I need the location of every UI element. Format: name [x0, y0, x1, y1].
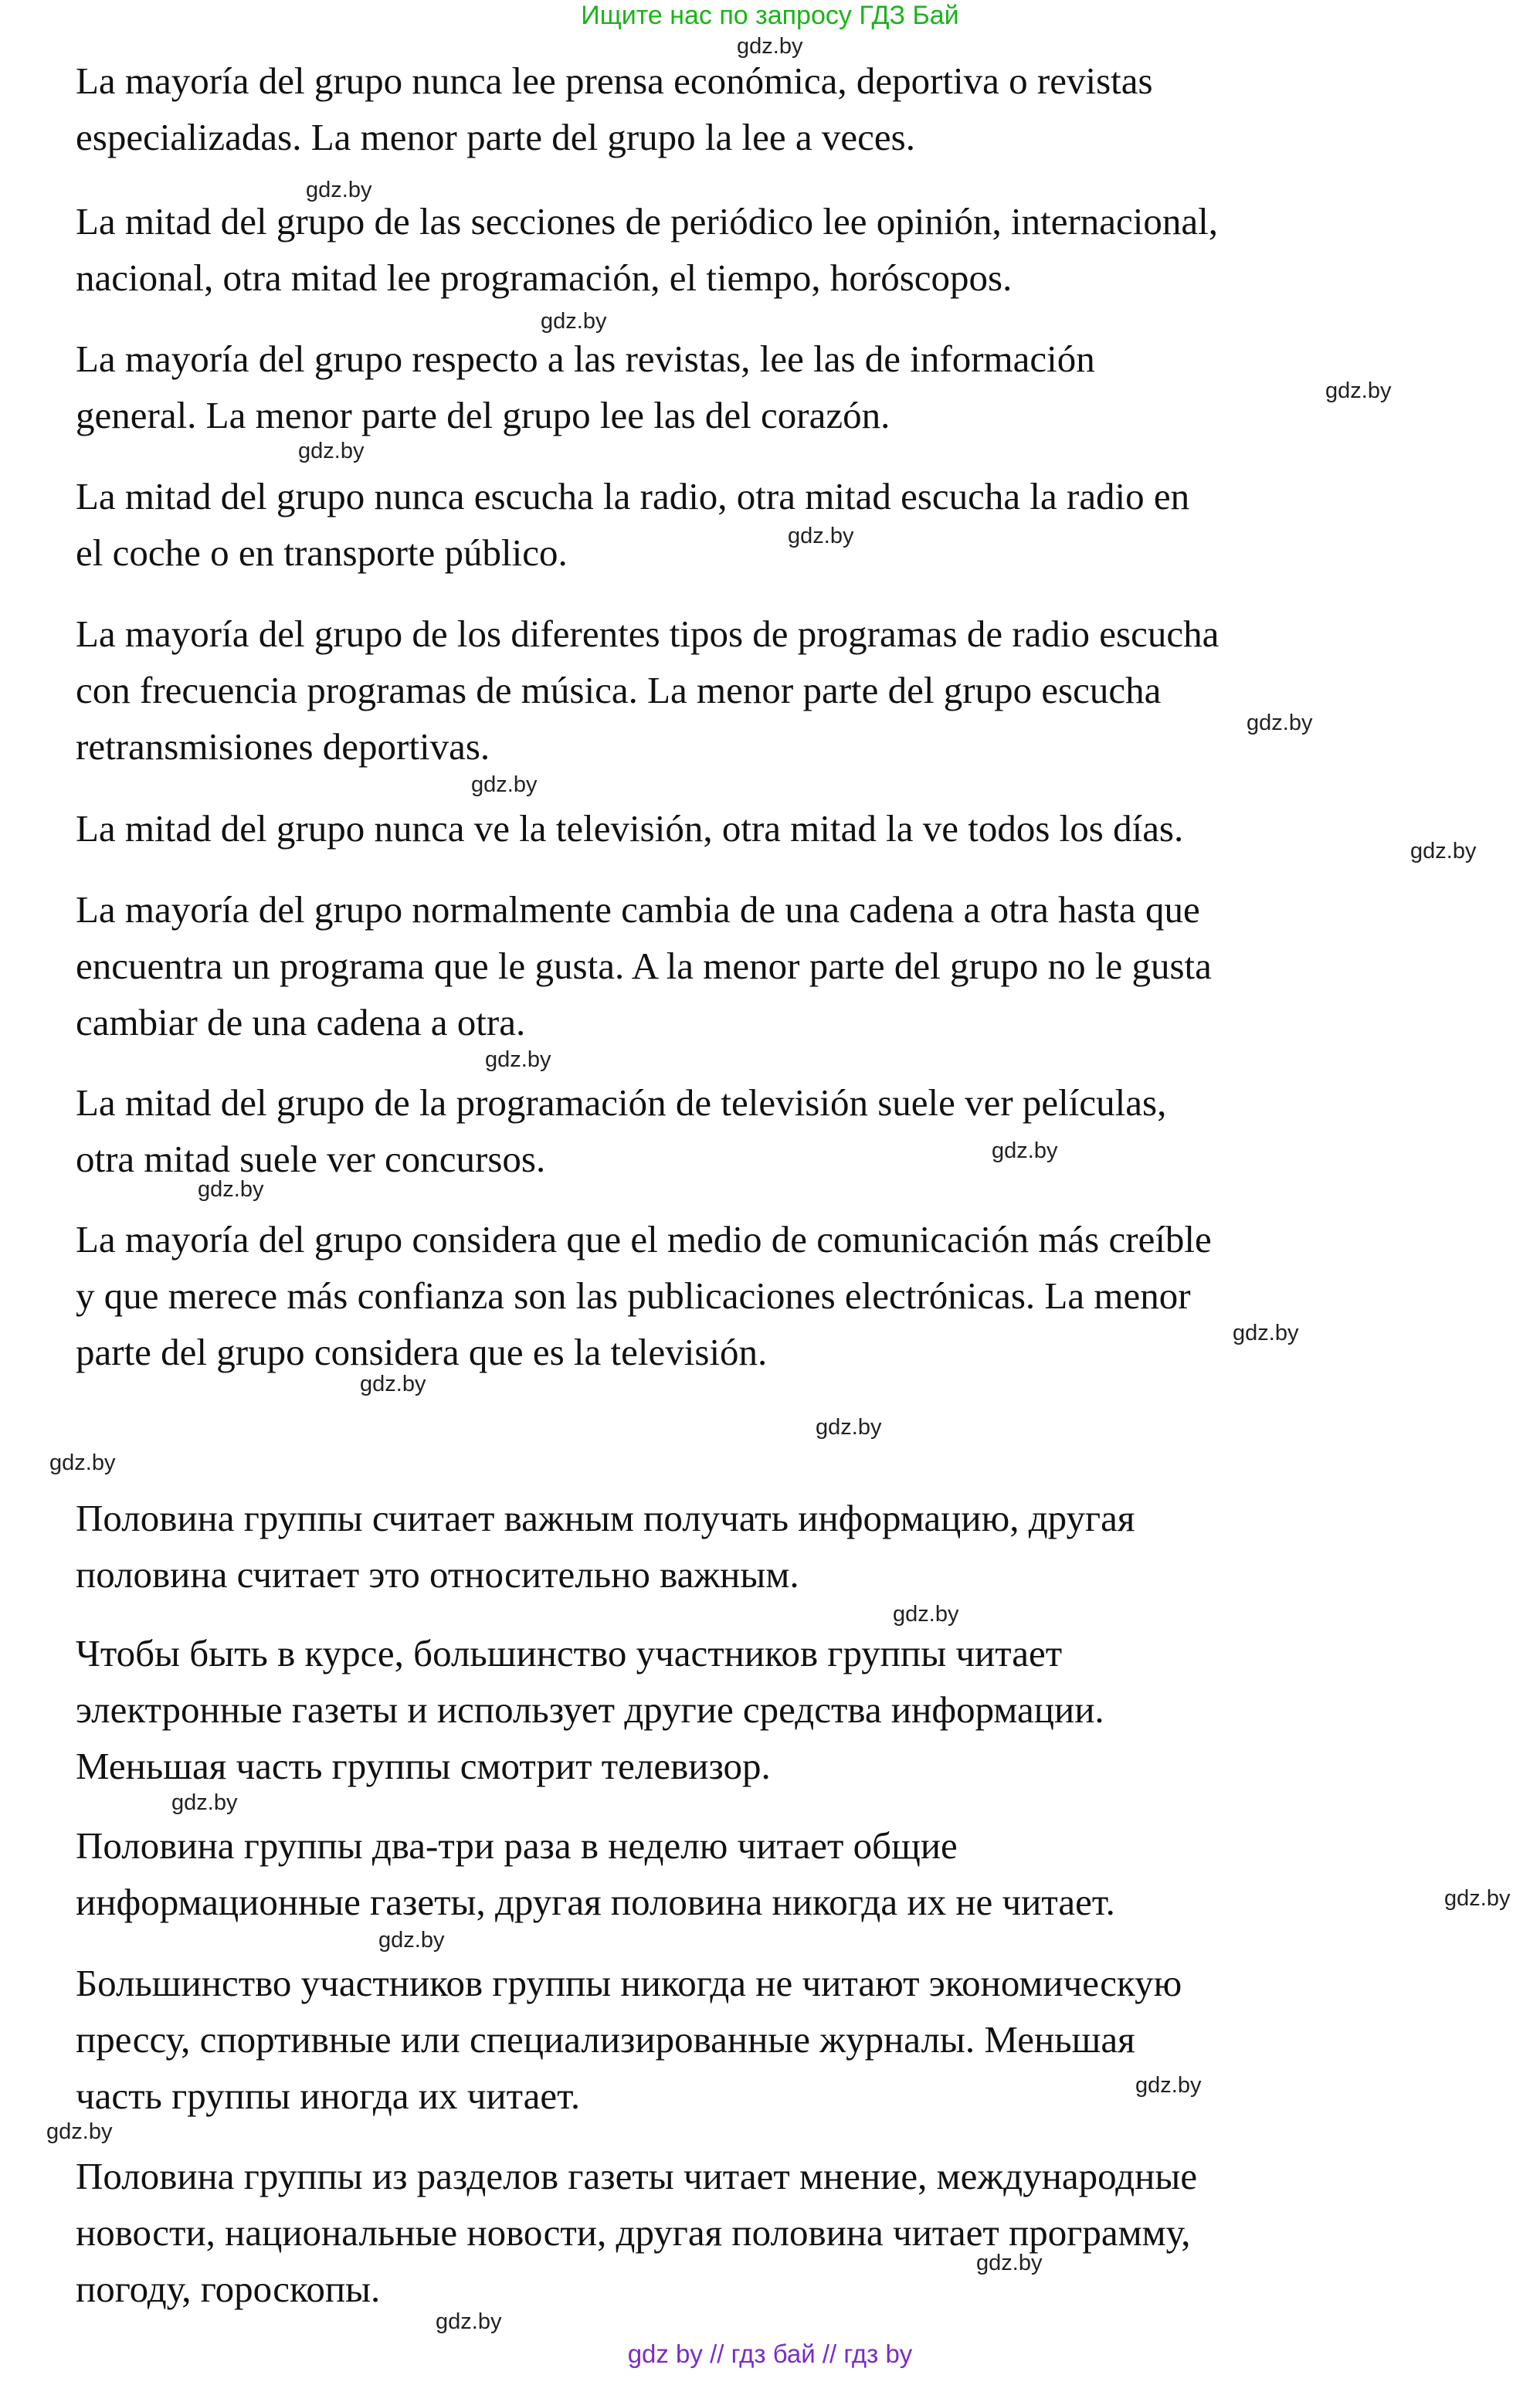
paragraph-4: La mitad del grupo nunca escucha la radio, otra mitad escucha la radio en el coche o en transporte público.	[76, 475, 1190, 574]
watermark: gdz.by	[1410, 839, 1477, 863]
watermark: gdz.by	[992, 1138, 1058, 1163]
footer-separator: //	[822, 2339, 837, 2368]
footer-link-gdz-bai[interactable]: гдз бай	[731, 2339, 816, 2368]
footer-separator: //	[710, 2339, 724, 2368]
watermark: gdz.by	[198, 1177, 264, 1202]
paragraph-5: La mayoría del grupo de los diferentes tipos de programas de radio escucha con frecuencia programas de música. La menor parte del grupo escucha retransmisiones deportivas.	[76, 612, 1219, 768]
watermark: gdz.by	[171, 1790, 238, 1815]
paragraph-12: Половина группы два-три раза в неделю читает общие информационные газеты, другая половина никогда их не читает.	[76, 1824, 1115, 1923]
watermark: gdz.by	[737, 34, 803, 59]
watermark: gdz.by	[49, 1450, 116, 1475]
watermark: gdz.by	[1135, 2073, 1202, 2098]
footer-link-gdz-by[interactable]: gdz by	[627, 2339, 703, 2368]
watermark: gdz.by	[306, 178, 372, 202]
paragraph-7: La mayoría del grupo normalmente cambia de una cadena a otra hasta que encuentra un programa que le gusta. A la menor parte del grupo no le gusta cambiar de una cadena a otra.	[76, 888, 1212, 1043]
watermark: gdz.by	[816, 1415, 882, 1440]
watermark: gdz.by	[541, 309, 607, 334]
watermark: gdz.by	[360, 1372, 426, 1396]
watermark: gdz.by	[976, 2251, 1043, 2275]
watermark: gdz.by	[46, 2119, 113, 2144]
watermark: gdz.by	[1444, 1886, 1511, 1911]
site-banner: Ищите нас по запросу ГДЗ Бай	[581, 1, 959, 30]
paragraph-8: La mitad del grupo de la programación de televisión suele ver películas, otra mitad suele ver concursos.	[76, 1081, 1167, 1180]
paragraph-6: La mitad del grupo nunca ve la televisión, otra mitad la ve todos los días.	[76, 807, 1184, 850]
paragraph-3: La mayoría del grupo respecto a las revistas, lee las de información general. La menor parte del grupo lee las del corazón.	[76, 338, 1095, 436]
watermark: gdz.by	[1325, 378, 1392, 403]
paragraph-13: Большинство участников группы никогда не читают экономическую прессу, спортивные или специализированные журналы. Меньшая часть группы иногда их читает.	[76, 1962, 1182, 2117]
paragraph-2: La mitad del grupo de las secciones de periódico lee opinión, internacional, nacional, otra mitad lee programación, el tiempo, horóscopos.	[76, 200, 1219, 299]
paragraph-14: Половина группы из разделов газеты читает мнение, международные новости, национальные новости, другая половина читает программу, погоду, гороскопы.	[76, 2155, 1198, 2310]
watermark: gdz.by	[788, 524, 854, 548]
watermark: gdz.by	[436, 2309, 502, 2334]
watermark: gdz.by	[298, 439, 365, 463]
paragraph-10: Половина группы считает важным получать информацию, другая половина считает это относительно важным.	[76, 1497, 1135, 1596]
site-footer	[0, 2339, 1540, 2370]
paragraph-9: La mayoría del grupo considera que el medio de comunicación más creíble y que merece más confianza son las publicaciones electrónicas. La menor parte del grupo considera que es la televisión.	[76, 1218, 1212, 1373]
watermark: gdz.by	[893, 1602, 959, 1627]
watermark: gdz.by	[485, 1047, 551, 1072]
watermark: gdz.by	[1233, 1321, 1299, 1345]
paragraph-1: La mayoría del grupo nunca lee prensa económica, deportiva o revistas especializadas. La menor parte del grupo la lee a veces.	[76, 59, 1153, 158]
watermark: gdz.by	[1247, 711, 1313, 735]
paragraph-11: Чтобы быть в курсе, большинство участников группы читает электронные газеты и использует другие средства информации. Меньшая часть группы смотрит телевизор.	[76, 1632, 1104, 1787]
watermark: gdz.by	[471, 772, 538, 797]
footer-link-gdz-by-cyr[interactable]: гдз by	[843, 2339, 913, 2368]
watermark: gdz.by	[378, 1928, 445, 1953]
